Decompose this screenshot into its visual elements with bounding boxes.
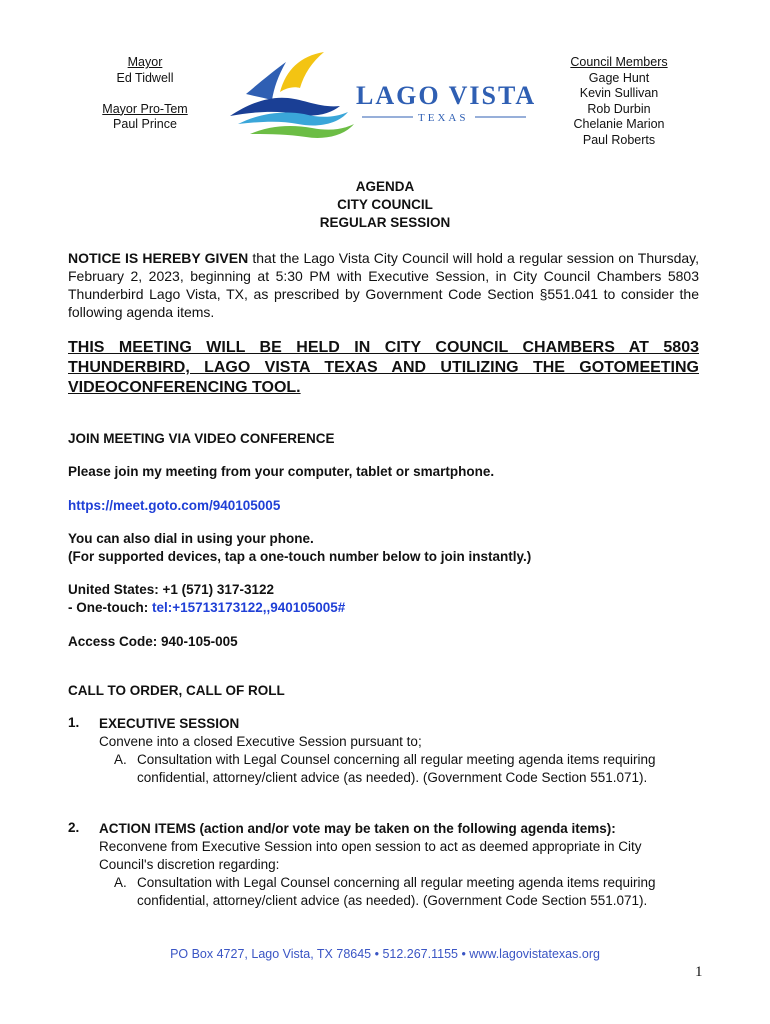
council-member: Rob Durbin — [587, 101, 651, 116]
item-number: 2. — [68, 820, 80, 835]
sub-item-letter: A. — [114, 875, 127, 890]
item-title: EXECUTIVE SESSION — [99, 716, 240, 731]
mayor-protem-name: Paul Prince — [113, 117, 177, 131]
dial-text: You can also dial in using your phone. — [68, 531, 314, 546]
meeting-location-notice: THIS MEETING WILL BE HELD IN CITY COUNCIL CHAMBERS AT 5803 THUNDERBIRD, LAGO VISTA TEXAS AND UTILIZING THE GOTOMEETING VIDEOCONFERENCING TOOL. — [68, 339, 699, 396]
item-description: Convene into a closed Executive Session pursuant to; — [99, 734, 422, 749]
notice-lead: NOTICE IS HEREBY GIVEN — [68, 250, 249, 266]
council-member: Chelanie Marion — [573, 117, 665, 131]
item-number: 1. — [68, 715, 80, 730]
join-text: Please join my meeting from your computer, tablet or smartphone. — [68, 464, 495, 479]
council-member: Paul Roberts — [582, 132, 656, 147]
agenda-title — [0, 178, 770, 232]
onetouch-label: - One-touch: — [68, 600, 152, 615]
council-member: Gage Hunt — [588, 70, 650, 85]
logo-state: TEXAS — [418, 112, 469, 124]
onetouch-line — [68, 599, 345, 617]
title-line: REGULAR SESSION — [319, 215, 451, 230]
notice-body: that the Lago Vista City Council will hold a regular session on Thursday, February 2, 2023, beginning at 5:30 PM with Executive Session, in City Council Chambers 5803 Thunderbird Lago Vista, TX, as prescribed by Government Code Section §551.041 to consider the following agenda items. — [68, 250, 699, 320]
notice-paragraph — [68, 249, 699, 321]
logo-name: LAGO VISTA — [356, 81, 537, 110]
dial-note: (For supported devices, tap a one-touch number below to join instantly.) — [68, 549, 532, 564]
sub-item-letter: A. — [114, 752, 127, 767]
footer-contact: PO Box 4727, Lago Vista, TX 78645 • 512.267.1155 • www.lagovistatexas.org — [170, 947, 600, 961]
us-phone-number: United States: +1 (571) 317-3122 — [68, 582, 274, 597]
item-title: ACTION ITEMS (action and/or vote may be taken on the following agenda items): — [99, 821, 616, 836]
council-label: Council Members — [570, 55, 668, 69]
video-heading: JOIN MEETING VIA VIDEO CONFERENCE — [68, 431, 335, 446]
logo-graphic — [228, 48, 540, 144]
sub-item-text: Consultation with Legal Counsel concerning all regular meeting agenda items requiring confidential, attorney/client advice (as needed). (Government Code Section 551.071). — [137, 752, 656, 785]
mayor-name: Ed Tidwell — [116, 70, 174, 85]
mayor-block — [60, 55, 230, 133]
council-member: Kevin Sullivan — [579, 86, 659, 100]
call-to-order: CALL TO ORDER, CALL OF ROLL — [68, 683, 285, 698]
sub-item-text: Consultation with Legal Counsel concerning all regular meeting agenda items requiring confidential, attorney/client advice (as needed). (Government Code Section 551.071). — [137, 875, 656, 908]
title-line: AGENDA — [355, 179, 415, 194]
onetouch-link[interactable]: tel:+15713173122,,940105005# — [152, 600, 346, 615]
item-description: Reconvene from Executive Session into open session to act as deemed appropriate in City Council's discretion regarding: — [99, 839, 642, 872]
page-number: 1 — [695, 964, 703, 980]
mayor-protem-label: Mayor Pro-Tem — [102, 101, 188, 116]
council-block — [550, 55, 688, 148]
title-line: CITY COUNCIL — [337, 197, 433, 212]
mayor-label: Mayor — [127, 55, 163, 69]
meeting-url-link[interactable]: https://meet.goto.com/940105005 — [68, 498, 281, 513]
access-code: Access Code: 940-105-005 — [68, 634, 238, 649]
lago-vista-logo — [228, 48, 540, 144]
